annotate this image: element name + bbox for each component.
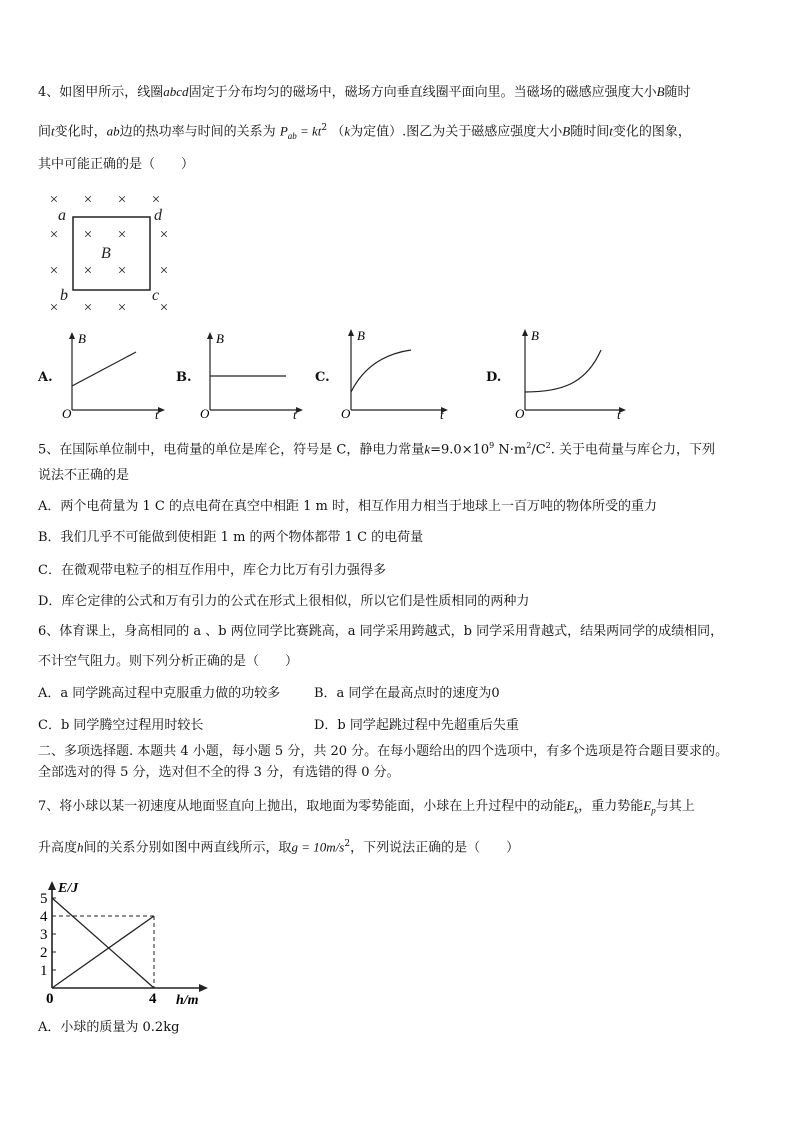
q5-sup: 2 bbox=[526, 441, 532, 450]
graph-a-ylabel: B bbox=[78, 331, 86, 346]
q4-text: 随时间 bbox=[570, 124, 610, 140]
q7-text: 7、将小球以某一初速度从地面竖直向上抛出，取地面为零势能面，小球在上升过程中的动能 bbox=[38, 799, 567, 814]
cross-mark: × bbox=[83, 263, 93, 279]
q4-text: （ bbox=[331, 124, 345, 140]
cross-mark: × bbox=[49, 192, 59, 208]
corner-label-b: b bbox=[60, 287, 68, 304]
cross-mark: × bbox=[151, 192, 161, 208]
cross-mark: × bbox=[83, 300, 93, 316]
q4-line-2 bbox=[38, 118, 691, 146]
q4-var-B: B bbox=[562, 123, 571, 139]
cross-mark: × bbox=[83, 227, 93, 243]
graph-b bbox=[196, 330, 306, 420]
series-line-1 bbox=[52, 898, 154, 988]
cross-mark: × bbox=[117, 227, 127, 243]
q5-option-c: C．在微观带电粒子的相互作用中，库仑力比万有引力强得多 bbox=[38, 563, 386, 578]
q6-option-b: B．a 同学在最高点时的速度为0 bbox=[314, 686, 500, 701]
origin-label: 0 bbox=[46, 991, 54, 1004]
q4-text: 随时 bbox=[664, 85, 691, 100]
q4-formula-sub: ab bbox=[287, 130, 297, 141]
y-axis-label: E/J bbox=[58, 881, 79, 896]
cross-mark: × bbox=[117, 300, 127, 316]
chart-labels bbox=[46, 881, 199, 1004]
q5-option-d: D．库仑定律的公式和万有引力的公式在形式上很相似，所以它们是性质相同的两种力 bbox=[38, 594, 530, 609]
graph-d-origin: O bbox=[515, 406, 525, 420]
q5-text: N·m bbox=[494, 442, 527, 458]
q7-text: 升高度 bbox=[38, 840, 78, 856]
q4-var-k: k bbox=[344, 123, 351, 139]
graph-c-ylabel: B bbox=[357, 328, 365, 343]
y-tick-label: 5 bbox=[40, 891, 48, 907]
q4-text: 变化的图象， bbox=[612, 124, 691, 140]
section-2-line-2: 全部选对的得 5 分，选对但不全的得 3 分，有选错的得 0 分。 bbox=[38, 765, 400, 780]
q4-formula-P: P bbox=[279, 123, 288, 139]
q7-text: ，下列说法正确的是（ ） bbox=[350, 840, 520, 856]
graph-a-label: A. bbox=[38, 370, 53, 385]
q7-var-E: E bbox=[566, 798, 575, 813]
q7-text: 与其上 bbox=[655, 799, 695, 814]
q5-sup: 2 bbox=[545, 441, 551, 450]
q4-text: 变化时， bbox=[54, 124, 107, 140]
graph-a-origin: O bbox=[62, 406, 72, 420]
cross-mark: × bbox=[83, 192, 93, 208]
graph-b-xlabel: t bbox=[293, 407, 297, 420]
q4-var-abcd: abcd bbox=[163, 84, 189, 99]
graph-a-curve bbox=[72, 352, 136, 386]
cross-mark: × bbox=[49, 300, 59, 316]
series-line-2 bbox=[52, 916, 154, 988]
q4-formula-eq: = kt bbox=[296, 123, 322, 139]
q4-text: 边的热功率与时间的关系为 bbox=[119, 124, 276, 140]
q5-text: =9.0×10 bbox=[430, 442, 490, 458]
y-tick-label: 1 bbox=[40, 963, 48, 979]
x-axis-label: h/m bbox=[176, 993, 199, 1004]
y-tick-label: 2 bbox=[40, 945, 48, 961]
q5-line-2: 说法不正确的是 bbox=[38, 468, 130, 483]
graph-d-xlabel: t bbox=[617, 407, 621, 420]
y-tick-label: 4 bbox=[40, 909, 48, 925]
graph-c-curve bbox=[351, 350, 411, 392]
q7-sup: 2 bbox=[344, 839, 351, 849]
q5-option-a: A．两个电荷量为 1 C 的点电荷在真空中相距 1 m 时，相互作用力相当于地球上一百万吨的物体所受的重力 bbox=[38, 499, 657, 514]
graph-c-label: C. bbox=[315, 370, 330, 385]
cross-mark: × bbox=[159, 300, 169, 316]
q4-text: 4、如图甲所示，线圈 bbox=[38, 85, 164, 100]
graph-c-origin: O bbox=[341, 406, 351, 420]
q7-g-value: g = 10m/s bbox=[291, 839, 345, 855]
x-axis-arrow bbox=[199, 984, 208, 992]
q5-sup: 9 bbox=[489, 441, 495, 450]
q4-var-ab: ab bbox=[106, 123, 120, 139]
q6-option-d: D．b 同学起跳过程中先超重后失重 bbox=[314, 718, 519, 733]
section-2-line-1: 二、多项选择题. 本题共 4 小题，每小题 5 分，共 20 分。在每小题给出的四个选项中，有多个选项是符合题目要求的。 bbox=[38, 744, 729, 759]
y-tick-label: 3 bbox=[40, 927, 48, 943]
q7-line-2 bbox=[38, 834, 519, 858]
q7-text: ，重力势能 bbox=[578, 799, 644, 814]
q5-line-1 bbox=[38, 436, 715, 460]
corner-label-a: a bbox=[58, 207, 66, 224]
chart-series bbox=[52, 898, 154, 988]
q6-option-c: C．b 同学腾空过程用时较长 bbox=[38, 718, 204, 733]
cross-mark: × bbox=[117, 263, 127, 279]
x-tick-label: 4 bbox=[149, 991, 157, 1004]
graph-c-xlabel: t bbox=[440, 407, 444, 420]
corner-label-d: d bbox=[154, 207, 162, 224]
cross-mark: × bbox=[49, 263, 59, 279]
graph-d-ylabel: B bbox=[531, 328, 539, 343]
q4-text: 为定值）.图乙为关于磁感应强度大小 bbox=[350, 124, 563, 140]
y-axis-arrow bbox=[48, 881, 56, 890]
q7-sub-k: k bbox=[574, 805, 579, 816]
cross-mark: × bbox=[159, 227, 169, 243]
graph-a bbox=[58, 330, 168, 420]
graph-d-label: D. bbox=[486, 370, 502, 385]
q4-formula-sup: 2 bbox=[321, 123, 328, 133]
corner-label-c: c bbox=[152, 287, 160, 304]
graph-c bbox=[337, 326, 452, 420]
graph-b-ylabel: B bbox=[216, 331, 224, 346]
graph-a-xlabel: t bbox=[155, 407, 159, 420]
q6-line-2: 不计空气阻力。则下列分析正确的是（ ） bbox=[38, 654, 299, 669]
graph-d bbox=[511, 326, 631, 420]
graph-d-curve bbox=[525, 350, 601, 392]
graph-b-label: B. bbox=[176, 370, 192, 385]
q5-text: 5、在国际单位制中，电荷量的单位是库仑，符号是 C，静电力常量 bbox=[38, 442, 425, 458]
q4-text: 固定于分布均匀的磁场中，磁场方向垂直线圈平面向里。当磁场的磁感应强度大小 bbox=[188, 85, 657, 100]
cross-mark: × bbox=[159, 263, 169, 279]
q7-line-1 bbox=[38, 796, 695, 821]
q4-var-t: t bbox=[51, 123, 55, 139]
q4-var-B: B bbox=[656, 84, 665, 99]
q7-var-E: E bbox=[643, 798, 652, 813]
q5-text: . 关于电荷量与库仑力，下列 bbox=[550, 442, 715, 458]
q7-option-a: A．小球的质量为 0.2kg bbox=[38, 1020, 180, 1035]
q6-option-a: A．a 同学跳高过程中克服重力做的功较多 bbox=[38, 686, 281, 701]
field-label-B: B bbox=[101, 245, 111, 262]
q6-line-1: 6、体育课上，身高相同的 a 、b 两位同学比赛跳高，a 同学采用跨越式，b 同学采用背越式，结果两同学的成绩相同， bbox=[38, 624, 724, 639]
chart-axes bbox=[48, 881, 208, 992]
q7-var-h: h bbox=[77, 839, 84, 855]
q4-coil-figure bbox=[40, 188, 175, 318]
q5-var-k: k bbox=[424, 441, 431, 457]
cross-mark: × bbox=[49, 227, 59, 243]
energy-chart bbox=[36, 878, 216, 1004]
q4-var-t: t bbox=[609, 123, 613, 139]
q4-line-1 bbox=[38, 82, 691, 103]
chart-ticks bbox=[40, 891, 157, 1004]
q5-option-b: B．我们几乎不可能做到使相距 1 m 的两个物体都带 1 C 的电荷量 bbox=[38, 530, 424, 545]
q7-text: 间的关系分别如图中两直线所示，取 bbox=[83, 840, 292, 856]
q5-text: /C bbox=[531, 442, 546, 458]
cross-mark: × bbox=[117, 192, 127, 208]
q4-line-3: 其中可能正确的是（ ） bbox=[38, 157, 195, 172]
graph-b-origin: O bbox=[200, 406, 210, 420]
q7-sub-p: p bbox=[651, 805, 656, 816]
q4-text: 间 bbox=[38, 124, 52, 140]
